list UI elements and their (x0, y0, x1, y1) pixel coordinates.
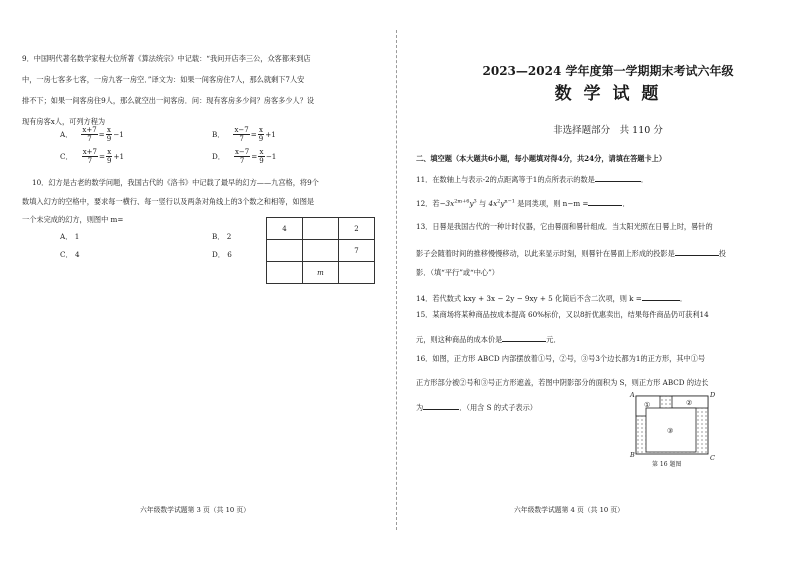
left-page (0, 0, 396, 561)
q10-option-d (212, 249, 232, 260)
q16-line2: 正方形部分被②号和③号正方形遮盖，若图中阴影部分的面积为 S，则正方形 ABCD 的边长 (416, 378, 709, 387)
denominator: 9 (258, 135, 264, 143)
denominator: 9 (107, 157, 112, 165)
q16-line1: 16．如图，正方形 ABCD 内部摆放着①号，②号，③号3个边长都为1的正方形，其中①号 (416, 354, 706, 363)
answer-blank[interactable] (502, 332, 546, 342)
q10-line2: 数填入幻方的空格中，要求每一横行、每一竖行以及两条对角线上的3个数之和相等，如图是 (22, 197, 315, 206)
numerator: x (259, 148, 264, 156)
grid-cell (267, 262, 303, 284)
q10-line1: 10．幻方是古老的数学问题，我国古代的《洛书》中记载了最早的幻方——九宫格，将9个 (32, 178, 319, 187)
q12-pre: 12．若 (416, 199, 440, 208)
q13-line1: 13．日晷是我国古代的一种计时仪器，它由晷面和晷针组成．当太阳光照在日晷上时，晷针的 (416, 222, 713, 231)
q13-line3: 影．（填“平行”或“中心”） (416, 268, 499, 277)
q12-exp1b: 3 (473, 198, 477, 205)
option-label: B． (212, 232, 225, 241)
fraction (106, 148, 112, 165)
vertex-a: A (630, 391, 635, 399)
fraction (82, 148, 98, 165)
section-subtitle: 非选择题部分 共 110 分 (553, 125, 663, 136)
q10-option-b (212, 231, 231, 242)
option-label: A． (60, 129, 73, 139)
q9-option-c (60, 148, 124, 165)
q12-term2: 4x (488, 199, 498, 208)
q15-line2 (416, 332, 561, 345)
left-footer: 六年级数学试题第 3 页（共 10 页） (140, 506, 250, 514)
q12-term1: −3x (439, 199, 455, 208)
q15-line2b: 元． (546, 335, 561, 344)
vertex-d: D (710, 391, 716, 399)
denominator: 7 (87, 135, 92, 143)
grid-cell: 4 (267, 218, 303, 240)
numerator: x+7 (82, 148, 97, 156)
equals: = (98, 152, 105, 161)
q12-exp2: 2 (497, 198, 501, 205)
q9-line3: 排不下；如果一间客房住9人，那么就空出一间客房．问：现有客房多少间？房客多少人？设 (22, 96, 315, 105)
q16-line3b: ．（用含 S 的式子表示） (459, 403, 537, 412)
q15-line1: 15．某商场将某种商品按成本提高 60%标价，又以8折优惠卖出，结果每件商品仍可获利14 (416, 310, 709, 319)
q10-option-c (60, 249, 80, 260)
tail: +1 (265, 130, 276, 139)
q9-line2: 中，一房七客多七客，一房九客一房空．”译文为：如果一间客房住7人，那么就剩下7人安 (22, 75, 305, 84)
q14 (416, 291, 687, 304)
exam-title: 2023—2024 学年度第一学期期末考试六年级 (482, 64, 734, 78)
tail: −1 (265, 152, 277, 161)
label-sq3: ③ (667, 427, 674, 435)
square-figure (628, 390, 724, 468)
answer-blank[interactable] (595, 172, 641, 182)
q13-line2b: 投 (718, 249, 726, 258)
q12-mid: 与 (476, 199, 489, 208)
magic-square-grid (266, 217, 375, 284)
q16-line3a: 为 (416, 403, 424, 412)
right-page (398, 0, 794, 561)
option-label: B． (212, 129, 225, 139)
grid-cell: m (303, 262, 339, 284)
section-heading: 二、填空题（本大题共6小题，每小题填对得4分，共24分，请填在答题卡上） (416, 154, 667, 163)
fraction (258, 148, 264, 165)
q15-line2a: 元，则这种商品的成本价是 (416, 335, 503, 344)
grid-cell (339, 262, 375, 284)
figure-caption: 第 16 题图 (652, 461, 682, 468)
denominator: 7 (239, 135, 244, 143)
fraction (106, 126, 112, 143)
option-value: 2 (226, 232, 232, 241)
denominator: 7 (87, 157, 93, 165)
fraction (234, 148, 250, 165)
numerator: x (259, 126, 263, 134)
tail: +1 (113, 152, 125, 161)
q14-text: 14．若代数式 kxy + 3x − 2y − 9xy + 5 化简后不含二次项，则 k = (416, 294, 642, 303)
grid-cell (303, 240, 339, 262)
option-value: 1 (74, 232, 80, 241)
grid-cell (303, 218, 339, 240)
q10-line3: 一个未完成的幻方，则图中 m= (22, 215, 124, 224)
vertex-c: C (710, 454, 715, 462)
denominator: 9 (259, 157, 264, 165)
numerator: x+7 (82, 126, 97, 134)
denominator: 9 (106, 135, 112, 143)
q11-end: ． (640, 175, 649, 184)
answer-blank[interactable] (642, 291, 680, 301)
option-label: C． (60, 250, 73, 259)
q9-option-b (212, 126, 276, 143)
fraction (233, 126, 249, 143)
q12-term2b: y (500, 199, 505, 208)
option-label: A． (60, 232, 73, 241)
option-value: 6 (227, 250, 232, 259)
denominator: 7 (239, 157, 245, 165)
q10-option-a (60, 231, 79, 242)
label-sq2: ② (686, 399, 693, 407)
tail: −1 (113, 130, 124, 139)
fraction (258, 126, 264, 143)
answer-blank[interactable] (423, 400, 459, 410)
label-sq1: ① (644, 401, 651, 409)
q12-exp2b: n−1 (504, 198, 515, 205)
numerator: x−7 (234, 126, 249, 134)
grid-cell (267, 240, 303, 262)
q12-end: ． (622, 199, 630, 208)
q11-text: 11．在数轴上与表示-2的点距离等于1的点所表示的数是 (416, 175, 595, 184)
q12 (416, 196, 630, 209)
q13-line2 (416, 246, 726, 259)
q9-option-a (60, 126, 124, 143)
q9-line4: 现有房客x人，可列方程为 (22, 117, 106, 126)
q12-exp1: 2m+6 (454, 198, 470, 205)
vertex-b: B (630, 451, 635, 459)
numerator: x−7 (234, 148, 250, 156)
option-label: D． (212, 250, 225, 259)
q13-line2a: 影子会随着时间的推移慢慢移动，以此来显示时刻，则晷针在晷面上形成的投影是 (416, 249, 675, 258)
q16-line3 (416, 400, 537, 413)
q12-post: 是同类项，则 n−m = (514, 199, 589, 208)
equals: = (98, 130, 105, 139)
subject-title: 数 学 试 题 (554, 84, 662, 104)
fraction (81, 126, 97, 143)
option-label: D． (212, 151, 225, 161)
answer-blank[interactable] (588, 196, 622, 206)
grid-cell: 2 (339, 218, 375, 240)
option-value: 4 (74, 250, 80, 259)
page-divider (396, 30, 397, 530)
q12-term1b: y (469, 199, 474, 208)
q9-option-d (212, 148, 276, 165)
option-label: C． (60, 151, 73, 161)
q9-line1: 9．中国明代著名数学家程大位所著《算法统宗》中记载：“我问开店李三公，众客都来到店 (22, 54, 311, 63)
numerator: x (107, 148, 112, 156)
answer-blank[interactable] (675, 246, 719, 256)
q14-end: ． (679, 294, 688, 303)
grid-cell: 7 (339, 240, 375, 262)
q11 (416, 172, 648, 185)
numerator: x (106, 126, 111, 134)
equals: = (251, 152, 258, 161)
equals: = (250, 130, 257, 139)
right-footer: 六年级数学试题第 4 页（共 10 页） (514, 506, 624, 514)
